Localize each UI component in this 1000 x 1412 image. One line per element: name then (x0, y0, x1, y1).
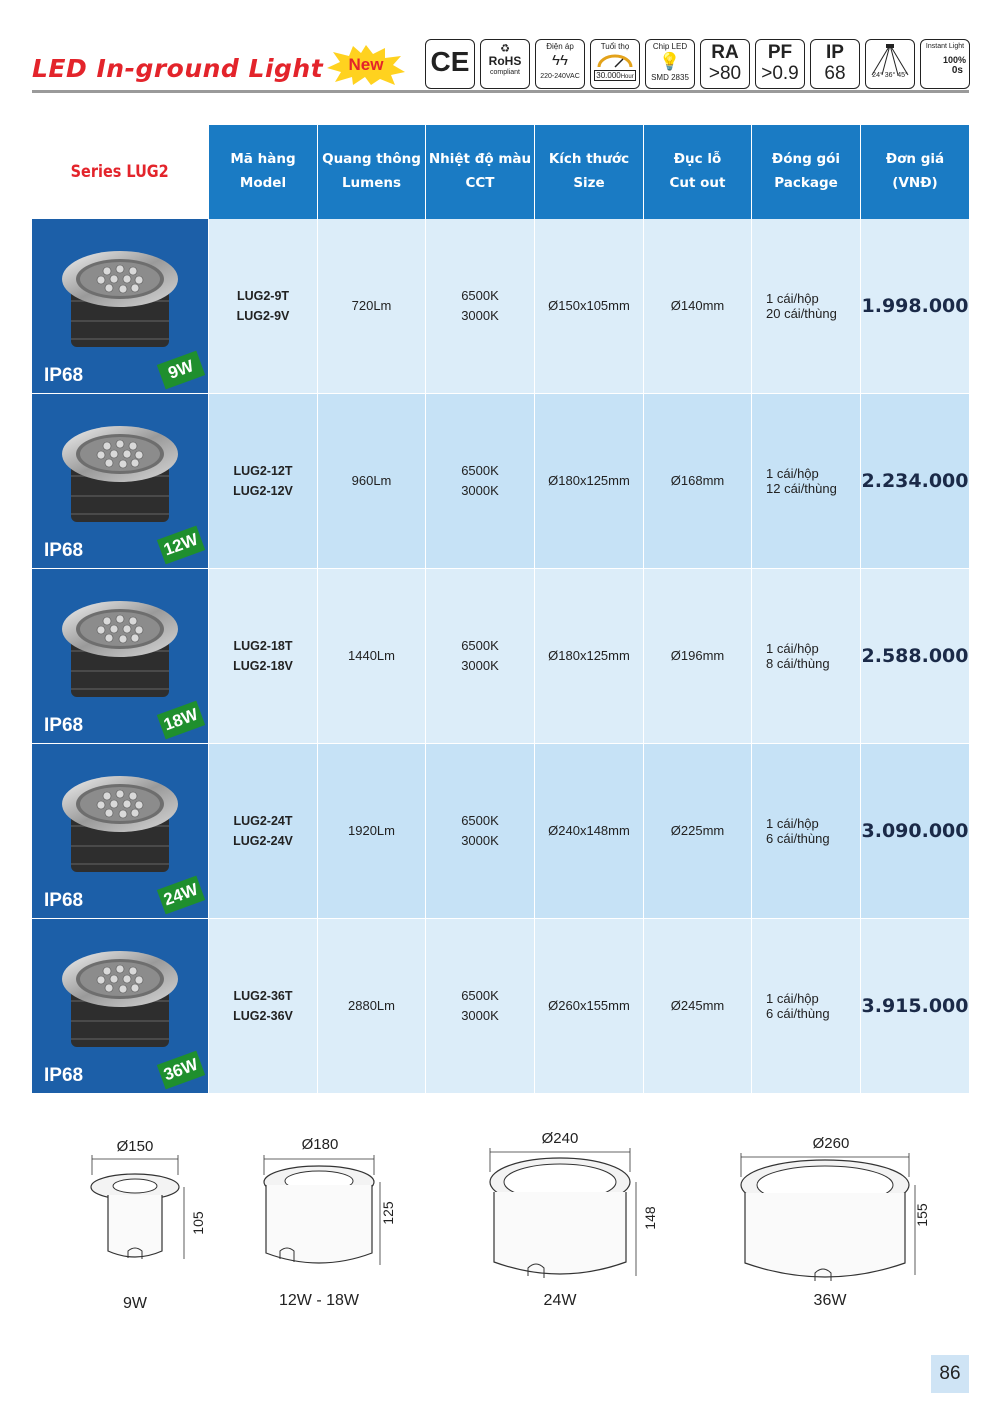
cct-cell: 6500K 3000K (425, 219, 534, 394)
in-ground-light-icon (57, 764, 183, 884)
diameter-label: Ø260 (812, 1135, 850, 1152)
table-row-24w (32, 744, 969, 919)
cutout-cell: Ø140mm (643, 219, 751, 394)
new-badge (325, 44, 407, 86)
lifetime-icon: Tuổi thọ 30.000Hour (590, 39, 640, 89)
drawing-9w (80, 1135, 220, 1312)
lumens-cell: 720Lm (317, 219, 425, 394)
lumens-cell: 960Lm (317, 394, 425, 569)
ip-icon: IP 68 (810, 39, 860, 89)
height-label: 148 (642, 1206, 658, 1230)
price-cell: 3.090.000 (860, 744, 969, 919)
size-cell: Ø240x148mm (534, 744, 643, 919)
header-cutout: Đục lỗ Cut out (643, 125, 751, 219)
table-row-36w (32, 919, 969, 1094)
cutout-cell: Ø225mm (643, 744, 751, 919)
cct-cell: 6500K 3000K (425, 569, 534, 744)
model-cell: LUG2-9T LUG2-9V (208, 219, 317, 394)
product-image-cell (32, 219, 208, 394)
page-number: 86 (931, 1355, 969, 1393)
new-badge-label: New (348, 55, 384, 74)
wattage-badge: 36W (157, 1051, 205, 1090)
height-label: 155 (914, 1203, 930, 1227)
size-cell: Ø180x125mm (534, 569, 643, 744)
drawing-12w-18w (250, 1135, 410, 1309)
header-price: Đơn giá (VNĐ) (860, 125, 969, 219)
package-cell: 1 cái/hộp 8 cái/thùng (751, 569, 860, 744)
table-row-9w (32, 219, 969, 394)
ip-rating-label: IP68 (44, 1065, 84, 1086)
in-ground-light-icon (57, 239, 183, 359)
cct-cell: 6500K 3000K (425, 919, 534, 1094)
table-row-12w (32, 394, 969, 569)
lumens-cell: 1440Lm (317, 569, 425, 744)
cutout-cell: Ø196mm (643, 569, 751, 744)
table-header (32, 125, 969, 219)
voltage-icon: Điện áp ϟϟ 220-240VAC (535, 39, 585, 89)
price-cell: 2.234.000 (860, 394, 969, 569)
model-cell: LUG2-24T LUG2-24V (208, 744, 317, 919)
pf-icon: PF >0.9 (755, 39, 805, 89)
ra-icon: RA >80 (700, 39, 750, 89)
wattage-badge: 9W (157, 351, 205, 390)
instant-light-icon: Instant Light 100% 0s (920, 39, 970, 89)
in-ground-light-icon (57, 414, 183, 534)
ip-rating-label: IP68 (44, 890, 84, 911)
chip-led-icon: Chip LED 💡 SMD 2835 (645, 39, 695, 89)
header-cct: Nhiệt độ màu CCT (425, 125, 534, 219)
price-cell: 3.915.000 (860, 919, 969, 1094)
in-ground-light-icon (57, 939, 183, 1059)
page-title: LED In-ground Light (32, 54, 324, 83)
size-cell: Ø150x105mm (534, 219, 643, 394)
cutout-cell: Ø245mm (643, 919, 751, 1094)
product-image-cell (32, 919, 208, 1094)
package-cell: 1 cái/hộp 6 cái/thùng (751, 744, 860, 919)
price-cell: 2.588.000 (860, 569, 969, 744)
beam-angle-icon: 24° 36° 45° (865, 39, 915, 89)
wattage-badge: 18W (157, 701, 205, 740)
product-image-cell (32, 569, 208, 744)
rohs-icon: ♻ RoHS compliant (480, 39, 530, 89)
height-label: 125 (380, 1201, 396, 1225)
header-package: Đóng gói Package (751, 125, 860, 219)
diameter-label: Ø240 (541, 1130, 579, 1147)
header-divider (32, 90, 969, 93)
drawing-label: 24W (543, 1292, 577, 1309)
ce-icon: CE (425, 39, 475, 89)
lumens-cell: 1920Lm (317, 744, 425, 919)
table-row-18w (32, 569, 969, 744)
price-cell: 1.998.000 (860, 219, 969, 394)
header-lumens: Quang thông Lumens (317, 125, 425, 219)
package-cell: 1 cái/hộp 12 cái/thùng (751, 394, 860, 569)
gauge-icon (595, 54, 635, 68)
wattage-badge: 24W (157, 876, 205, 915)
drawing-label: 12W - 18W (278, 1292, 359, 1309)
height-label: 105 (190, 1211, 206, 1235)
drawing-label: 9W (123, 1295, 147, 1312)
size-cell: Ø260x155mm (534, 919, 643, 1094)
drawing-36w (735, 1135, 945, 1313)
model-cell: LUG2-36T LUG2-36V (208, 919, 317, 1094)
series-label-cell (32, 125, 208, 219)
diameter-label: Ø180 (301, 1136, 339, 1153)
ip-rating-label: IP68 (44, 365, 84, 386)
cct-cell: 6500K 3000K (425, 744, 534, 919)
model-cell: LUG2-18T LUG2-18V (208, 569, 317, 744)
package-cell: 1 cái/hộp 20 cái/thùng (751, 219, 860, 394)
cct-cell: 6500K 3000K (425, 394, 534, 569)
lumens-cell: 2880Lm (317, 919, 425, 1094)
header-model: Mã hàng Model (208, 125, 317, 219)
product-image-cell (32, 744, 208, 919)
in-ground-light-icon (57, 589, 183, 709)
package-cell: 1 cái/hộp 6 cái/thùng (751, 919, 860, 1094)
ip-rating-label: IP68 (44, 540, 84, 561)
header-size: Kích thước Size (534, 125, 643, 219)
drawing-label: 36W (813, 1292, 847, 1309)
wattage-badge: 12W (157, 526, 205, 565)
drawing-24w (480, 1130, 670, 1308)
product-image-cell (32, 394, 208, 569)
ip-rating-label: IP68 (44, 715, 84, 736)
diameter-label: Ø150 (116, 1138, 154, 1155)
model-cell: LUG2-12T LUG2-12V (208, 394, 317, 569)
series-label: Series LUG2 (70, 162, 170, 182)
size-cell: Ø180x125mm (534, 394, 643, 569)
cutout-cell: Ø168mm (643, 394, 751, 569)
